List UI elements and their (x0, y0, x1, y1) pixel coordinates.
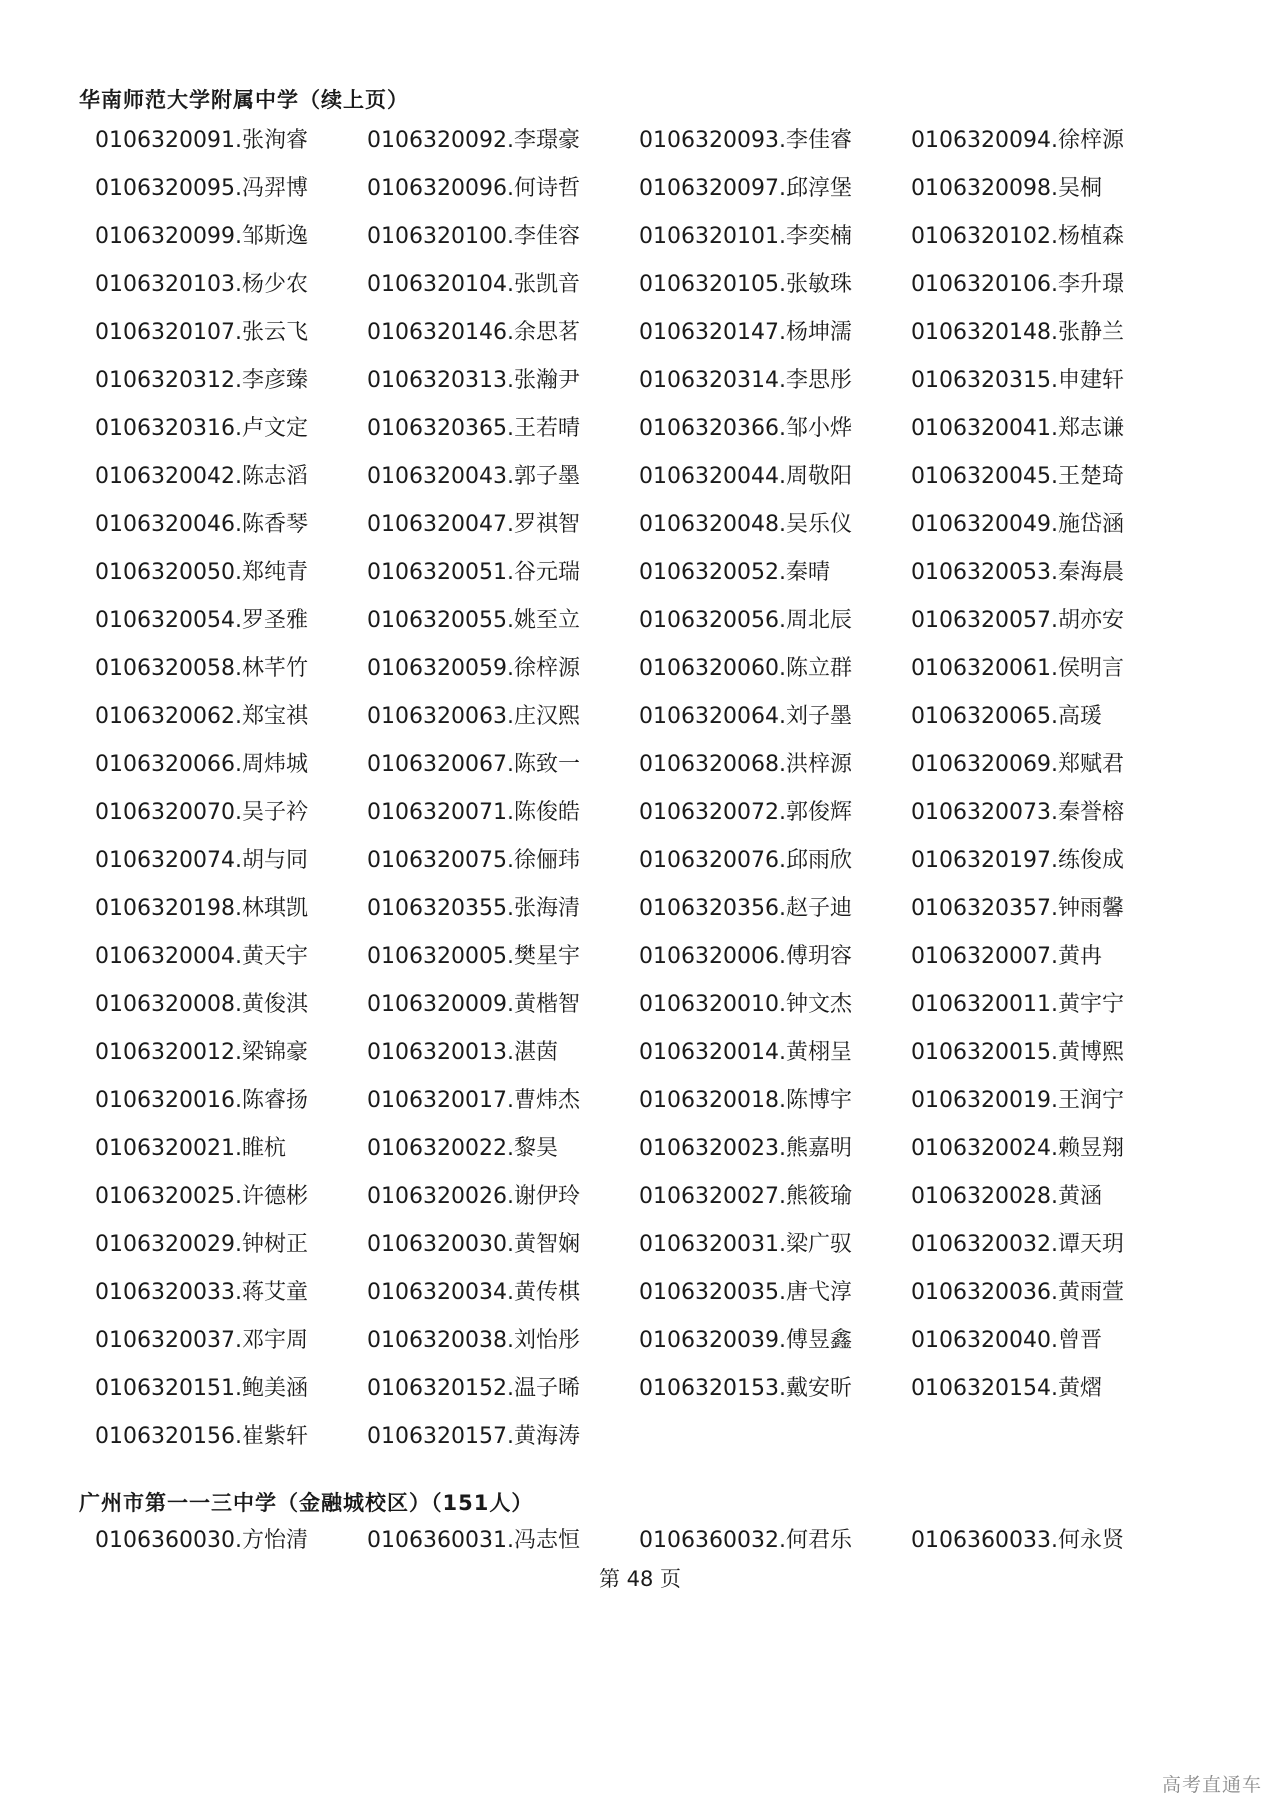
student-entry: 0106320146.余思茗 (367, 320, 580, 345)
student-entry: 0106320033.蒋艾童 (95, 1280, 308, 1305)
student-entry: 0106320054.罗圣雅 (95, 608, 308, 633)
student-entry: 0106320023.熊嘉明 (639, 1136, 852, 1161)
student-entry: 0106320021.睢杭 (95, 1136, 286, 1161)
student-entry: 0106320156.崔紫轩 (95, 1424, 308, 1449)
student-entry: 0106320004.黄天宇 (95, 944, 308, 969)
student-entry: 0106320313.张瀚尹 (367, 368, 580, 393)
student-entry: 0106360032.何君乐 (639, 1528, 852, 1553)
student-entry: 0106360030.方怡清 (95, 1528, 308, 1553)
student-entry: 0106320366.邹小烨 (639, 416, 852, 441)
student-entry: 0106320068.洪梓源 (639, 752, 852, 777)
student-entry: 0106320365.王若晴 (367, 416, 580, 441)
student-entry: 0106320026.谢伊玲 (367, 1184, 580, 1209)
student-entry: 0106320052.秦晴 (639, 560, 830, 585)
student-entry: 0106320007.黄冉 (911, 944, 1102, 969)
student-entry: 0106360031.冯志恒 (367, 1528, 580, 1553)
student-entry: 0106320031.梁广驭 (639, 1232, 852, 1257)
student-entry: 0106320102.杨植森 (911, 224, 1124, 249)
student-entry: 0106320095.冯羿博 (95, 176, 308, 201)
student-entry: 0106320045.王楚琦 (911, 464, 1124, 489)
student-entry: 0106320049.施岱涵 (911, 512, 1124, 537)
student-entry: 0106320061.侯明言 (911, 656, 1124, 681)
student-entry: 0106320154.黄熠 (911, 1376, 1102, 1401)
student-entry: 0106320097.邱淳堡 (639, 176, 852, 201)
student-entry: 0106320030.黄智娴 (367, 1232, 580, 1257)
student-entry: 0106320104.张凯音 (367, 272, 580, 297)
student-entry: 0106320017.曹炜杰 (367, 1088, 580, 1113)
student-entry: 0106320147.杨坤濡 (639, 320, 852, 345)
student-entry: 0106320062.郑宝祺 (95, 704, 308, 729)
student-entry: 0106320092.李璟豪 (367, 128, 580, 153)
student-entry: 0106360033.何永贤 (911, 1528, 1124, 1553)
student-entry: 0106320057.胡亦安 (911, 608, 1124, 633)
student-entry: 0106320072.郭俊辉 (639, 800, 852, 825)
student-entry: 0106320064.刘子墨 (639, 704, 852, 729)
student-entry: 0106320063.庄汉熙 (367, 704, 580, 729)
student-entry: 0106320073.秦誉榕 (911, 800, 1124, 825)
student-entry: 0106320053.秦海晨 (911, 560, 1124, 585)
student-entry: 0106320012.梁锦豪 (95, 1040, 308, 1065)
student-entry: 0106320051.谷元瑞 (367, 560, 580, 585)
section-title-hsfz: 华南师范大学附属中学（续上页） (79, 88, 409, 112)
student-entry: 0106320152.温子晞 (367, 1376, 580, 1401)
student-entry: 0106320013.湛茵 (367, 1040, 558, 1065)
student-entry: 0106320036.黄雨萱 (911, 1280, 1124, 1305)
student-entry: 0106320035.唐弋淳 (639, 1280, 852, 1305)
student-entry: 0106320100.李佳容 (367, 224, 580, 249)
student-entry: 0106320043.郭子墨 (367, 464, 580, 489)
student-entry: 0106320060.陈立群 (639, 656, 852, 681)
student-entry: 0106320010.钟文杰 (639, 992, 852, 1017)
student-entry: 0106320050.郑纯青 (95, 560, 308, 585)
student-entry: 0106320005.樊星宇 (367, 944, 580, 969)
page-number: 第 48 页 (598, 1567, 682, 1591)
student-entry: 0106320075.徐俪玮 (367, 848, 580, 873)
student-entry: 0106320015.黄博熙 (911, 1040, 1124, 1065)
student-entry: 0106320022.黎昊 (367, 1136, 558, 1161)
student-entry: 0106320047.罗祺智 (367, 512, 580, 537)
student-entry: 0106320076.邱雨欣 (639, 848, 852, 873)
student-entry: 0106320006.傅玥容 (639, 944, 852, 969)
student-entry: 0106320048.吴乐仪 (639, 512, 852, 537)
student-entry: 0106320016.陈睿扬 (95, 1088, 308, 1113)
student-entry: 0106320044.周敬阳 (639, 464, 852, 489)
student-entry: 0106320153.戴安昕 (639, 1376, 852, 1401)
student-entry: 0106320071.陈俊皓 (367, 800, 580, 825)
student-entry: 0106320314.李思彤 (639, 368, 852, 393)
student-entry: 0106320099.邹斯逸 (95, 224, 308, 249)
student-entry: 0106320037.邓宇周 (95, 1328, 308, 1353)
student-entry: 0106320198.林琪凯 (95, 896, 308, 921)
student-entry: 0106320046.陈香琴 (95, 512, 308, 537)
student-entry: 0106320151.鲍美涵 (95, 1376, 308, 1401)
student-entry: 0106320107.张云飞 (95, 320, 308, 345)
student-entry: 0106320312.李彦臻 (95, 368, 308, 393)
student-entry: 0106320103.杨少农 (95, 272, 308, 297)
student-entry: 0106320315.申建轩 (911, 368, 1124, 393)
student-entry: 0106320356.赵子迪 (639, 896, 852, 921)
student-list-hsfz (95, 117, 1195, 1461)
student-entry: 0106320106.李升璟 (911, 272, 1124, 297)
student-entry: 0106320055.姚至立 (367, 608, 580, 633)
student-entry: 0106320018.陈博宇 (639, 1088, 852, 1113)
student-entry: 0106320070.吴子衿 (95, 800, 308, 825)
student-entry: 0106320148.张静兰 (911, 320, 1124, 345)
student-entry: 0106320041.郑志谦 (911, 416, 1124, 441)
student-entry: 0106320029.钟树正 (95, 1232, 308, 1257)
student-entry: 0106320028.黄涵 (911, 1184, 1102, 1209)
student-entry: 0106320157.黄海涛 (367, 1424, 580, 1449)
section-title-113-middle-school: 广州市第一一三中学（金融城校区）（151人） (79, 1491, 534, 1515)
student-list-113-middle-school (95, 1517, 1195, 1565)
student-entry: 0106320025.许德彬 (95, 1184, 308, 1209)
student-entry: 0106320027.熊筱瑜 (639, 1184, 852, 1209)
student-entry: 0106320066.周炜城 (95, 752, 308, 777)
student-entry: 0106320059.徐梓源 (367, 656, 580, 681)
student-entry: 0106320011.黄宇宁 (911, 992, 1124, 1017)
student-entry: 0106320355.张海清 (367, 896, 580, 921)
student-entry: 0106320058.林芊竹 (95, 656, 308, 681)
watermark: 高考直通车 (1161, 1774, 1262, 1796)
student-entry: 0106320316.卢文定 (95, 416, 308, 441)
student-entry: 0106320019.王润宁 (911, 1088, 1124, 1113)
student-entry: 0106320197.练俊成 (911, 848, 1124, 873)
student-entry: 0106320105.张敏珠 (639, 272, 852, 297)
student-entry: 0106320042.陈志滔 (95, 464, 308, 489)
student-entry: 0106320039.傅昱鑫 (639, 1328, 852, 1353)
student-entry: 0106320040.曾晋 (911, 1328, 1102, 1353)
student-entry: 0106320065.高瑗 (911, 704, 1102, 729)
student-entry: 0106320093.李佳睿 (639, 128, 852, 153)
student-entry: 0106320014.黄栩呈 (639, 1040, 852, 1065)
student-entry: 0106320098.吴桐 (911, 176, 1102, 201)
student-entry: 0106320069.郑赋君 (911, 752, 1124, 777)
student-entry: 0106320008.黄俊淇 (95, 992, 308, 1017)
student-entry: 0106320357.钟雨馨 (911, 896, 1124, 921)
student-entry: 0106320101.李奕楠 (639, 224, 852, 249)
student-entry: 0106320038.刘怡彤 (367, 1328, 580, 1353)
student-entry: 0106320067.陈致一 (367, 752, 580, 777)
student-entry: 0106320009.黄楷智 (367, 992, 580, 1017)
student-entry: 0106320091.张洵睿 (95, 128, 308, 153)
student-entry: 0106320074.胡与同 (95, 848, 308, 873)
student-entry: 0106320034.黄传棋 (367, 1280, 580, 1305)
student-entry: 0106320032.谭天玥 (911, 1232, 1124, 1257)
student-entry: 0106320056.周北辰 (639, 608, 852, 633)
student-entry: 0106320094.徐梓源 (911, 128, 1124, 153)
student-entry: 0106320024.赖昱翔 (911, 1136, 1124, 1161)
student-entry: 0106320096.何诗哲 (367, 176, 580, 201)
